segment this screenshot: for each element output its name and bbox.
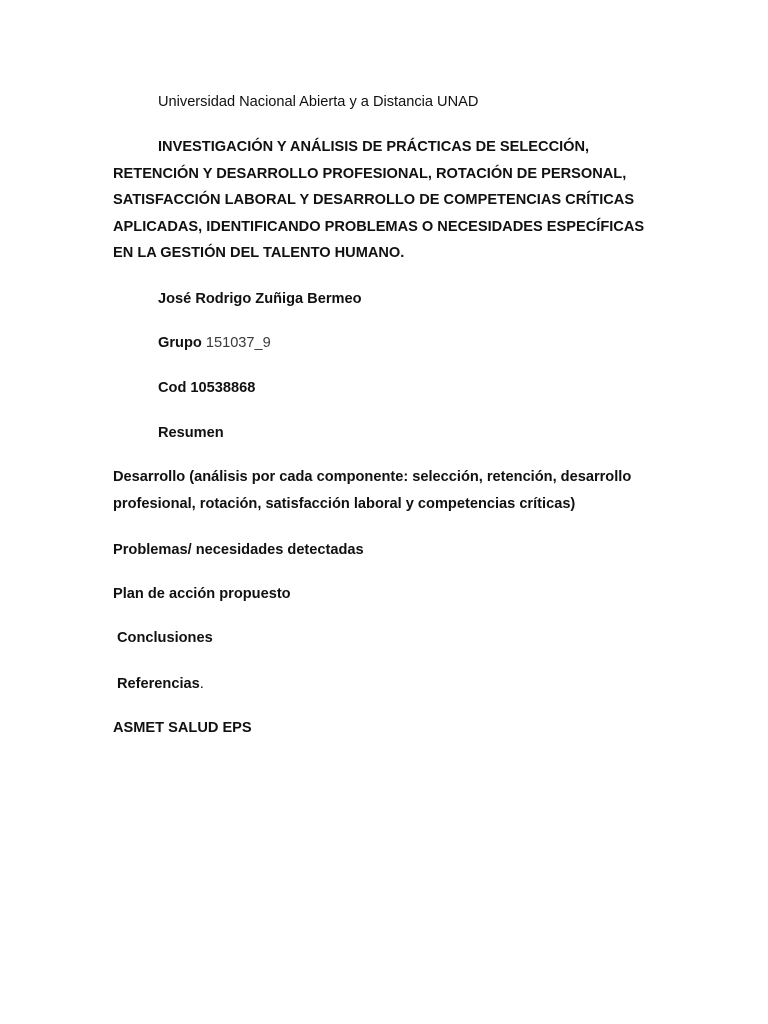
company-name: ASMET SALUD EPS — [113, 720, 252, 736]
section-problemas: Problemas/ necesidades detectadas — [113, 542, 364, 558]
author-name: José Rodrigo Zuñiga Bermeo — [158, 291, 362, 307]
group-value: 151037_9 — [205, 335, 271, 351]
section-conclusiones: Conclusiones — [117, 630, 213, 646]
referencias-period: . — [199, 676, 204, 692]
university-text: Universidad Nacional Abierta y a Distancia UNAD — [158, 94, 479, 110]
section-referencias — [117, 671, 677, 698]
section-resumen: Resumen — [158, 425, 224, 441]
referencias-label: Referencias — [117, 676, 200, 692]
section-desarrollo: Desarrollo (análisis por cada componente: selección, retención, desarrollo profesional, rotación, satisfacción laboral y competencias críticas) — [113, 469, 632, 512]
group-label: Grupo — [158, 335, 202, 351]
document-title: INVESTIGACIÓN Y ANÁLISIS DE PRÁCTICAS DE SELECCIÓN, RETENCIÓN Y DESARROLLO PROFESIONAL, ROTACIÓN DE PERSONAL, SATISFACCIÓN LABORAL Y DESARROLLO DE COMPETENCIAS CRÍTICAS APLICADAS, IDENTIFICANDO PROBLEMAS O NECESIDADES ESPECÍFICAS EN LA GESTIÓN DEL TALENTO HUMANO. — [113, 139, 645, 262]
group-line — [113, 330, 673, 357]
university-name — [113, 89, 673, 116]
student-code: Cod 10538868 — [158, 380, 256, 396]
section-plan: Plan de acción propuesto — [113, 586, 291, 602]
